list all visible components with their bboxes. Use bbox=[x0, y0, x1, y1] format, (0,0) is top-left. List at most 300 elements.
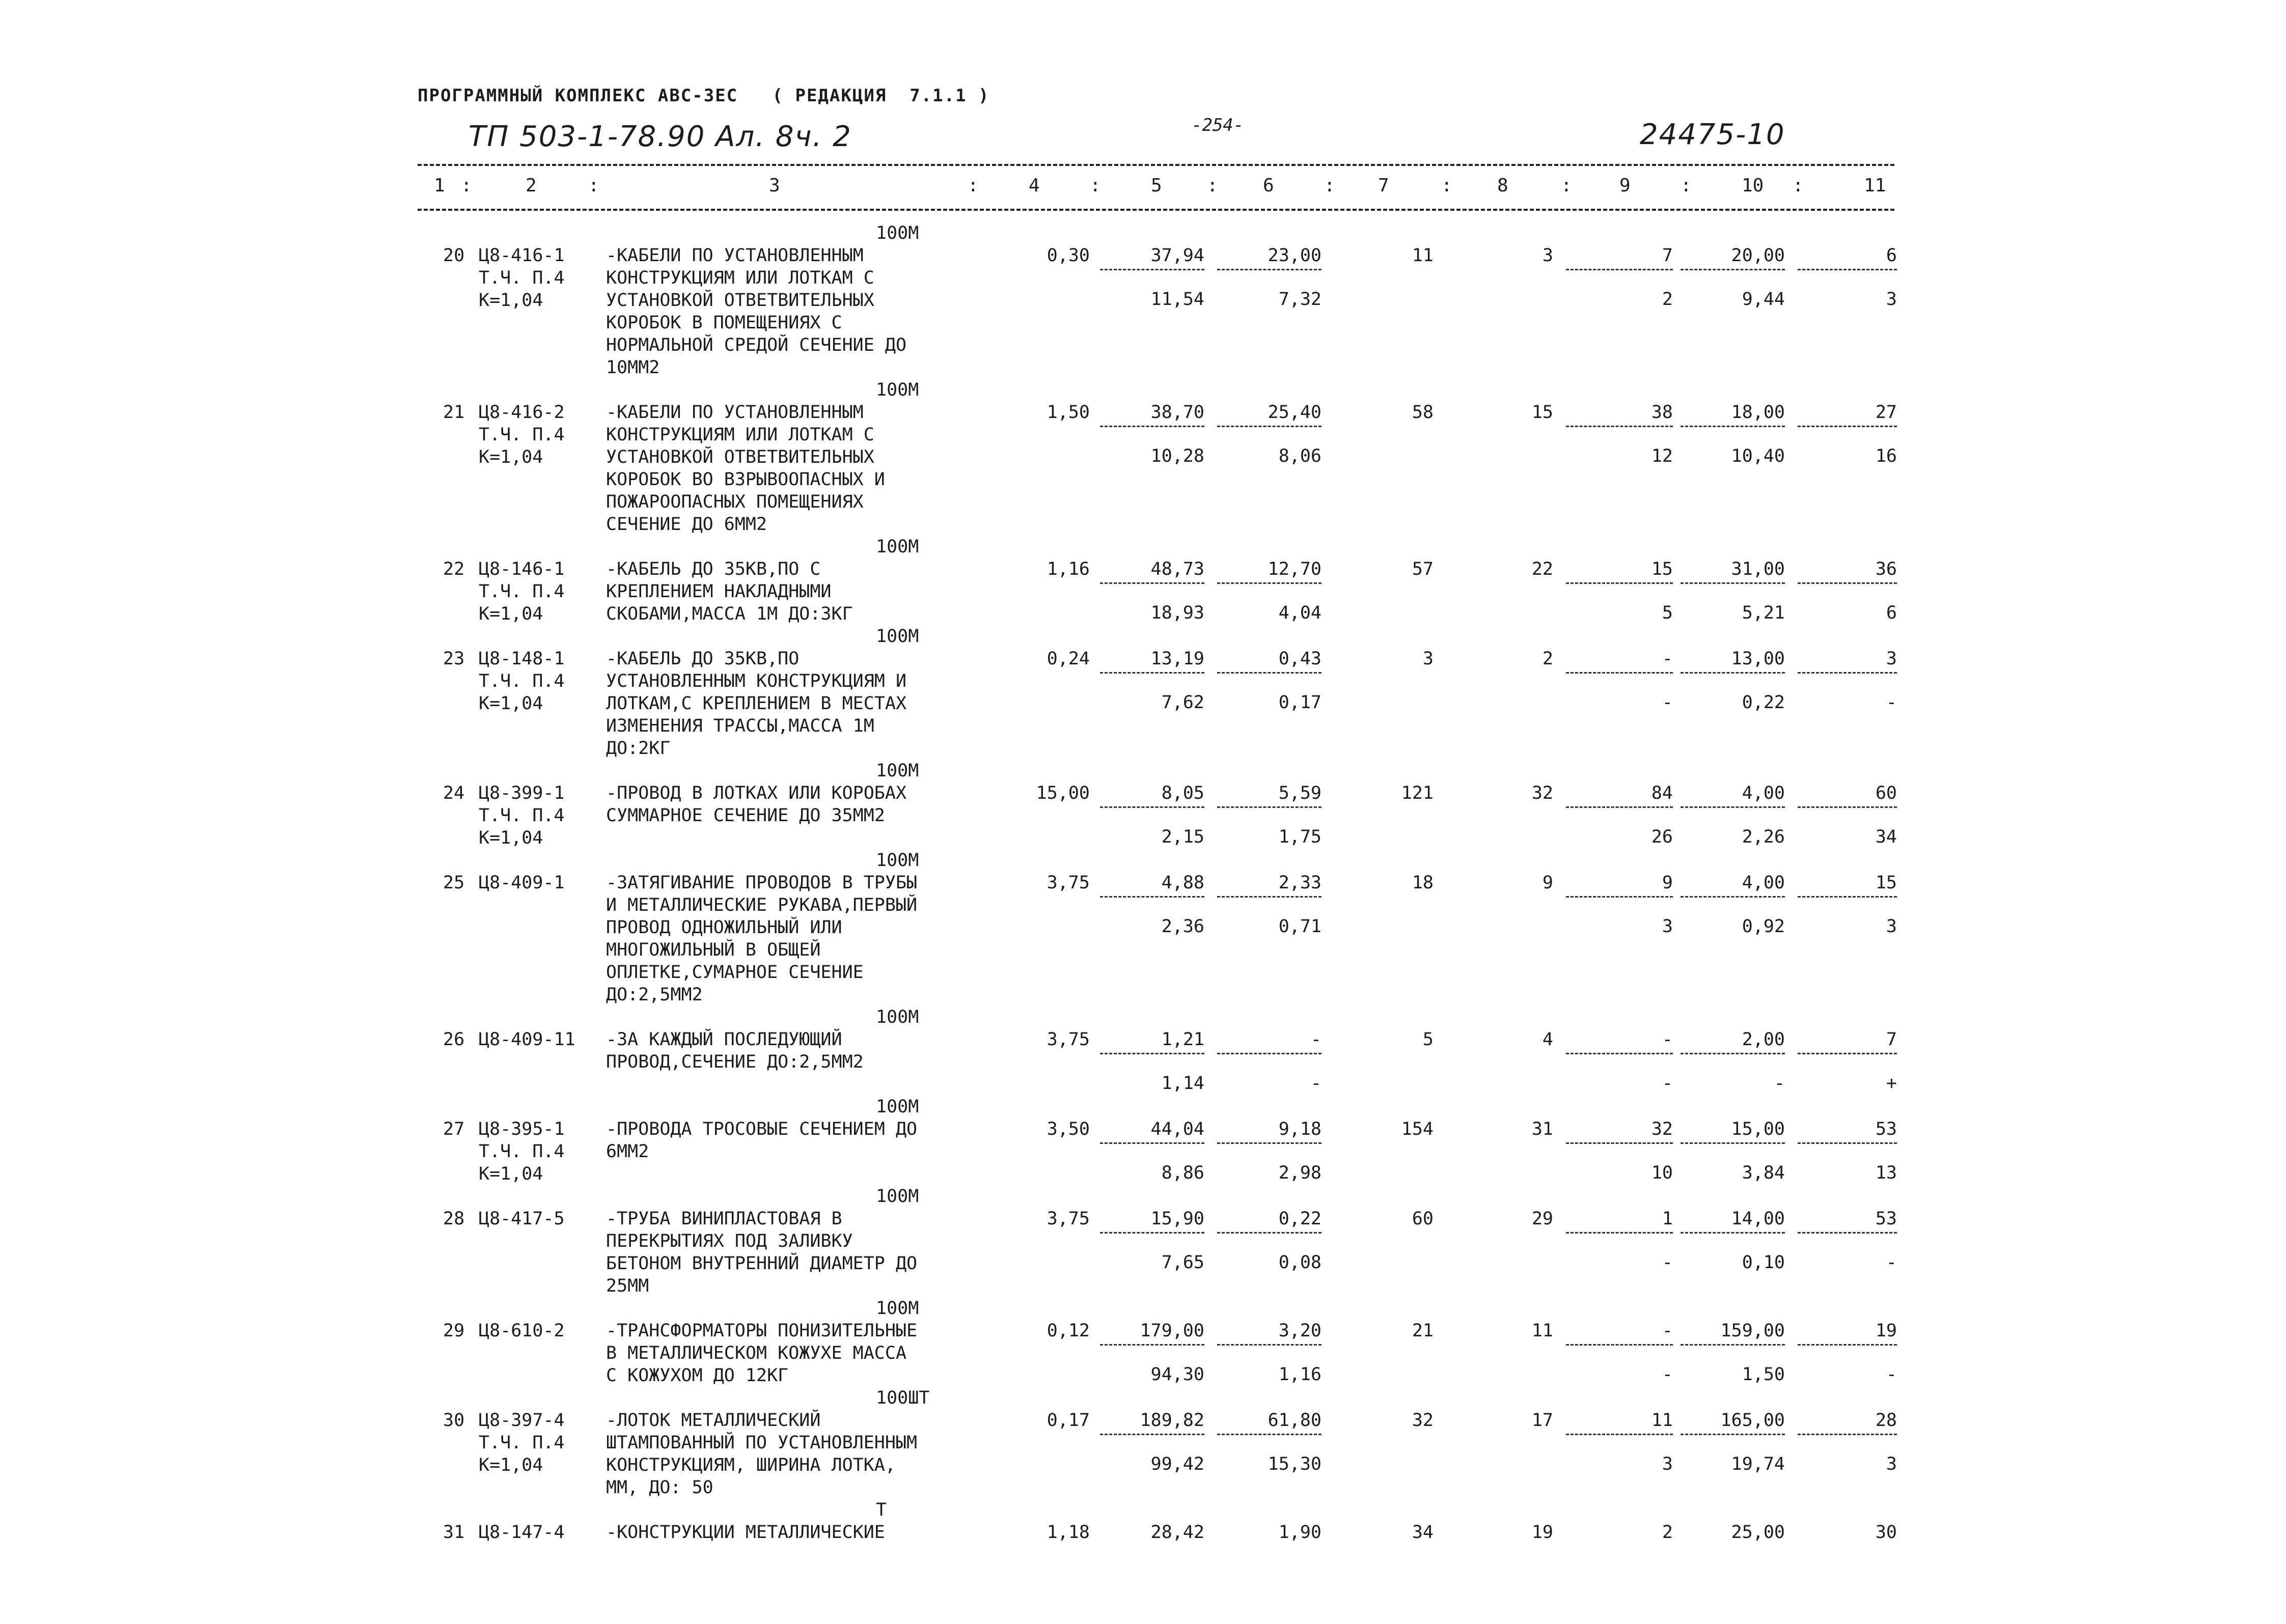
row-number: 30 bbox=[443, 1410, 465, 1431]
description-line: ИЗМЕНЕНИЯ ТРАССЫ,МАССА 1М bbox=[606, 716, 874, 736]
cell-c6b: 0,08 bbox=[1278, 1252, 1321, 1273]
cell-c10: 4,00 bbox=[1742, 783, 1785, 803]
cell-c6: 0,43 bbox=[1278, 649, 1321, 669]
cell-c8: 29 bbox=[1531, 1209, 1553, 1229]
subtotal-rule bbox=[1681, 1142, 1785, 1144]
description-line: УСТАНОВКОЙ ОТВЕТВИТЕЛЬНЫХ bbox=[606, 290, 874, 311]
header-rule-top bbox=[418, 164, 1894, 166]
cell-c8: 31 bbox=[1531, 1119, 1553, 1139]
cell-c5: 44,04 bbox=[1150, 1119, 1204, 1139]
cell-c7: 32 bbox=[1412, 1410, 1434, 1431]
cell-c11b: - bbox=[1886, 1364, 1897, 1385]
unit-label: 100ШТ bbox=[876, 1388, 930, 1408]
description-line: ДО:2,5ММ2 bbox=[606, 985, 703, 1005]
cell-c5b: 11,54 bbox=[1150, 289, 1204, 310]
cell-c4: 3,75 bbox=[1046, 1029, 1090, 1050]
cell-c6b: - bbox=[1310, 1073, 1321, 1094]
cell-c7: 21 bbox=[1412, 1321, 1434, 1341]
subtotal-rule bbox=[1100, 1053, 1204, 1054]
subtotal-rule bbox=[1100, 896, 1204, 898]
subtotal-rule bbox=[1217, 1344, 1321, 1346]
description-line: В МЕТАЛЛИЧЕСКОМ КОЖУХЕ МАССА bbox=[606, 1343, 907, 1363]
cell-c11b: - bbox=[1886, 1252, 1897, 1273]
column-header-5: 5 bbox=[1151, 175, 1162, 196]
subtotal-rule bbox=[1566, 1434, 1673, 1435]
subtotal-rule bbox=[1100, 1142, 1204, 1144]
rate-note: Т.Ч. П.4 bbox=[479, 581, 565, 602]
cell-c9b: - bbox=[1662, 1073, 1673, 1094]
unit-label: 100М bbox=[876, 380, 919, 400]
subtotal-rule bbox=[1798, 269, 1897, 270]
subtotal-rule bbox=[1217, 672, 1321, 674]
unit-label: 100М bbox=[876, 850, 919, 871]
description-line: -ТРУБА ВИНИПЛАСТОВАЯ В bbox=[606, 1209, 842, 1229]
program-header: ПРОГРАММНЫЙ КОМПЛЕКС АВС-3ЕС ( РЕДАКЦИЯ 7.1.1 ) bbox=[418, 86, 990, 106]
cell-c5: 8,05 bbox=[1161, 783, 1204, 803]
cell-c5b: 1,14 bbox=[1161, 1073, 1204, 1094]
cell-c11: 36 bbox=[1875, 559, 1897, 579]
subtotal-rule bbox=[1566, 269, 1673, 270]
subtotal-rule bbox=[1798, 1053, 1897, 1054]
subtotal-rule bbox=[1100, 1434, 1204, 1435]
subtotal-rule bbox=[1217, 1232, 1321, 1234]
subtotal-rule bbox=[1681, 1344, 1785, 1346]
cell-c11: 27 bbox=[1875, 402, 1897, 423]
description-line: НОРМАЛЬНОЙ СРЕДОЙ СЕЧЕНИЕ ДО bbox=[606, 335, 907, 355]
column-header-2: 2 bbox=[526, 175, 537, 196]
description-line: -КАБЕЛИ ПО УСТАНОВЛЕННЫМ bbox=[606, 245, 864, 266]
description-line: -ТРАНСФОРМАТОРЫ ПОНИЗИТЕЛЬНЫЕ bbox=[606, 1321, 918, 1341]
document-code: ТП 503-1-78.90 Ал. 8ч. 2 bbox=[469, 120, 852, 153]
cell-c10b: 1,50 bbox=[1742, 1364, 1785, 1385]
row-number: 21 bbox=[443, 402, 465, 423]
cell-c10b: 0,10 bbox=[1742, 1252, 1785, 1273]
description-line: ПРОВОД ОДНОЖИЛЬНЫЙ ИЛИ bbox=[606, 917, 842, 938]
rate-code: Ц8-610-2 bbox=[479, 1321, 565, 1341]
unit-label: 100М bbox=[876, 1298, 919, 1319]
subtotal-rule bbox=[1566, 1232, 1673, 1234]
cell-c10b: 3,84 bbox=[1742, 1163, 1785, 1183]
description-line: КОРОБОК В ПОМЕЩЕНИЯХ С bbox=[606, 313, 842, 333]
subtotal-rule bbox=[1217, 582, 1321, 584]
cell-c6b: 7,32 bbox=[1278, 289, 1321, 310]
rate-note: Т.Ч. П.4 bbox=[479, 1433, 565, 1453]
cell-c6: 61,80 bbox=[1268, 1410, 1321, 1431]
rate-note: К=1,04 bbox=[479, 604, 543, 624]
row-number: 27 bbox=[443, 1119, 465, 1139]
rate-note: Т.Ч. П.4 bbox=[479, 1141, 565, 1162]
cell-c6b: 0,71 bbox=[1278, 916, 1321, 937]
cell-c11b: 34 bbox=[1875, 827, 1897, 847]
row-number: 22 bbox=[443, 559, 465, 579]
subtotal-rule bbox=[1566, 896, 1673, 898]
cell-c9b: 10 bbox=[1651, 1163, 1673, 1183]
description-line: СУММАРНОЕ СЕЧЕНИЕ ДО 35ММ2 bbox=[606, 805, 885, 826]
description-line: СЕЧЕНИЕ ДО 6ММ2 bbox=[606, 514, 767, 535]
column-separator: : bbox=[1681, 175, 1692, 196]
subtotal-rule bbox=[1100, 672, 1204, 674]
description-line: -КАБЕЛЬ ДО 35КВ,ПО bbox=[606, 649, 800, 669]
subtotal-rule bbox=[1798, 806, 1897, 808]
cell-c10: 2,00 bbox=[1742, 1029, 1785, 1050]
column-header-1: 1 bbox=[434, 175, 445, 196]
cell-c9b: - bbox=[1662, 1364, 1673, 1385]
cell-c11: 6 bbox=[1886, 245, 1897, 266]
row-number: 24 bbox=[443, 783, 465, 803]
cell-c11: 60 bbox=[1875, 783, 1897, 803]
cell-c7: 154 bbox=[1401, 1119, 1434, 1139]
subtotal-rule bbox=[1566, 806, 1673, 808]
rate-note: Т.Ч. П.4 bbox=[479, 671, 565, 691]
unit-label: Т bbox=[876, 1500, 887, 1520]
cell-c5: 179,00 bbox=[1140, 1321, 1204, 1341]
cell-c9: 38 bbox=[1651, 402, 1673, 423]
cell-c10: 25,00 bbox=[1731, 1522, 1785, 1543]
header-rule-bottom bbox=[418, 209, 1894, 211]
rate-code: Ц8-399-1 bbox=[479, 783, 565, 803]
column-header-10: 10 bbox=[1742, 175, 1764, 196]
cell-c4: 15,00 bbox=[1036, 783, 1090, 803]
subtotal-rule bbox=[1100, 269, 1204, 270]
row-number: 25 bbox=[443, 873, 465, 893]
cell-c11b: 6 bbox=[1886, 603, 1897, 623]
cell-c7: 60 bbox=[1412, 1209, 1434, 1229]
description-line: КОНСТРУКЦИЯМ, ШИРИНА ЛОТКА, bbox=[606, 1455, 896, 1475]
cell-c8: 2 bbox=[1542, 649, 1553, 669]
subtotal-rule bbox=[1566, 1053, 1673, 1054]
subtotal-rule bbox=[1217, 896, 1321, 898]
description-line: КРЕПЛЕНИЕМ НАКЛАДНЫМИ bbox=[606, 581, 832, 602]
description-line: ДО:2КГ bbox=[606, 738, 671, 759]
unit-label: 100М bbox=[876, 1007, 919, 1027]
row-number: 28 bbox=[443, 1209, 465, 1229]
cell-c9b: 26 bbox=[1651, 827, 1673, 847]
cell-c10b: 5,21 bbox=[1742, 603, 1785, 623]
cell-c5: 37,94 bbox=[1150, 245, 1204, 266]
cell-c9b: - bbox=[1662, 1252, 1673, 1273]
description-line: СКОБАМИ,МАССА 1М ДО:3КГ bbox=[606, 604, 853, 624]
cell-c4: 0,24 bbox=[1046, 649, 1090, 669]
description-line: МНОГОЖИЛЬНЫЙ В ОБЩЕЙ bbox=[606, 940, 821, 960]
cell-c6b: 4,04 bbox=[1278, 603, 1321, 623]
cell-c10: 159,00 bbox=[1720, 1321, 1785, 1341]
subtotal-rule bbox=[1566, 582, 1673, 584]
rate-note: К=1,04 bbox=[479, 290, 543, 311]
column-separator: : bbox=[1793, 175, 1804, 196]
description-line: ЛОТКАМ,С КРЕПЛЕНИЕМ В МЕСТАХ bbox=[606, 693, 907, 714]
rate-note: К=1,04 bbox=[479, 1455, 543, 1475]
cell-c4: 1,16 bbox=[1046, 559, 1090, 579]
cell-c10b: 9,44 bbox=[1742, 289, 1785, 310]
subtotal-rule bbox=[1681, 426, 1785, 427]
cell-c5: 4,88 bbox=[1161, 873, 1204, 893]
subtotal-rule bbox=[1681, 806, 1785, 808]
cell-c10: 20,00 bbox=[1731, 245, 1785, 266]
cell-c4: 1,50 bbox=[1046, 402, 1090, 423]
cell-c6: 25,40 bbox=[1268, 402, 1321, 423]
unit-label: 100М bbox=[876, 1186, 919, 1207]
subtotal-rule bbox=[1798, 1434, 1897, 1435]
subtotal-rule bbox=[1798, 1232, 1897, 1234]
rate-code: Ц8-409-11 bbox=[479, 1029, 575, 1050]
cell-c4: 3,75 bbox=[1046, 1209, 1090, 1229]
cell-c7: 5 bbox=[1422, 1029, 1434, 1050]
cell-c5b: 2,36 bbox=[1161, 916, 1204, 937]
column-separator: : bbox=[1441, 175, 1452, 196]
cell-c11: 3 bbox=[1886, 649, 1897, 669]
cell-c6b: 1,16 bbox=[1278, 1364, 1321, 1385]
cell-c10: 13,00 bbox=[1731, 649, 1785, 669]
description-line: С КОЖУХОМ ДО 12КГ bbox=[606, 1365, 789, 1386]
cell-c11: 28 bbox=[1875, 1410, 1897, 1431]
cell-c11b: 3 bbox=[1886, 916, 1897, 937]
description-line: ММ, ДО: 50 bbox=[606, 1477, 713, 1498]
subtotal-rule bbox=[1217, 426, 1321, 427]
rate-code: Ц8-147-4 bbox=[479, 1522, 565, 1543]
cell-c10: 165,00 bbox=[1720, 1410, 1785, 1431]
cell-c5b: 18,93 bbox=[1150, 603, 1204, 623]
rate-code: Ц8-395-1 bbox=[479, 1119, 565, 1139]
subtotal-rule bbox=[1217, 1434, 1321, 1435]
cell-c7: 121 bbox=[1401, 783, 1434, 803]
subtotal-rule bbox=[1566, 426, 1673, 427]
subtotal-rule bbox=[1798, 426, 1897, 427]
description-line: КОНСТРУКЦИЯМ ИЛИ ЛОТКАМ С bbox=[606, 268, 874, 288]
cell-c7: 58 bbox=[1412, 402, 1434, 423]
cell-c8: 22 bbox=[1531, 559, 1553, 579]
cell-c6: 12,70 bbox=[1268, 559, 1321, 579]
subtotal-rule bbox=[1217, 806, 1321, 808]
subtotal-rule bbox=[1798, 896, 1897, 898]
subtotal-rule bbox=[1681, 672, 1785, 674]
cell-c11b: 13 bbox=[1875, 1163, 1897, 1183]
subtotal-rule bbox=[1681, 582, 1785, 584]
cell-c5b: 2,15 bbox=[1161, 827, 1204, 847]
cell-c9b: 5 bbox=[1662, 603, 1673, 623]
cell-c6b: 15,30 bbox=[1268, 1454, 1321, 1474]
cell-c9b: - bbox=[1662, 692, 1673, 713]
subtotal-rule bbox=[1100, 1232, 1204, 1234]
column-separator: : bbox=[1090, 175, 1101, 196]
cell-c7: 11 bbox=[1412, 245, 1434, 266]
row-number: 20 bbox=[443, 245, 465, 266]
column-separator: : bbox=[588, 175, 599, 196]
description-line: -ЗАТЯГИВАНИЕ ПРОВОДОВ В ТРУБЫ bbox=[606, 873, 918, 893]
cell-c10b: - bbox=[1774, 1073, 1785, 1094]
cell-c9: 9 bbox=[1662, 873, 1673, 893]
cell-c5b: 7,65 bbox=[1161, 1252, 1204, 1273]
cell-c9: 2 bbox=[1662, 1522, 1673, 1543]
cell-c6: 2,33 bbox=[1278, 873, 1321, 893]
cell-c9: - bbox=[1662, 1029, 1673, 1050]
cell-c9b: 12 bbox=[1651, 446, 1673, 466]
description-line: -КОНСТРУКЦИИ МЕТАЛЛИЧЕСКИЕ bbox=[606, 1522, 885, 1543]
column-separator: : bbox=[968, 175, 979, 196]
cell-c11b: - bbox=[1886, 692, 1897, 713]
description-line: 25ММ bbox=[606, 1276, 649, 1296]
row-number: 29 bbox=[443, 1321, 465, 1341]
rate-code: Ц8-416-1 bbox=[479, 245, 565, 266]
cell-c4: 3,50 bbox=[1046, 1119, 1090, 1139]
unit-label: 100М bbox=[876, 223, 919, 243]
column-header-6: 6 bbox=[1263, 175, 1274, 196]
cell-c4: 0,12 bbox=[1046, 1321, 1090, 1341]
cell-c6: 9,18 bbox=[1278, 1119, 1321, 1139]
description-line: ШТАМПОВАННЫЙ ПО УСТАНОВЛЕННЫМ bbox=[606, 1433, 918, 1453]
unit-label: 100М bbox=[876, 761, 919, 781]
cell-c5: 189,82 bbox=[1140, 1410, 1204, 1431]
column-header-3: 3 bbox=[769, 175, 780, 196]
cell-c7: 3 bbox=[1422, 649, 1434, 669]
cell-c5b: 99,42 bbox=[1150, 1454, 1204, 1474]
column-header-11: 11 bbox=[1864, 175, 1886, 196]
subtotal-rule bbox=[1217, 269, 1321, 270]
cell-c10: 4,00 bbox=[1742, 873, 1785, 893]
subtotal-rule bbox=[1681, 1434, 1785, 1435]
cell-c10b: 0,22 bbox=[1742, 692, 1785, 713]
subtotal-rule bbox=[1798, 1344, 1897, 1346]
cell-c5: 15,90 bbox=[1150, 1209, 1204, 1229]
cell-c9: - bbox=[1662, 649, 1673, 669]
description-line: ПРОВОД,СЕЧЕНИЕ ДО:2,5ММ2 bbox=[606, 1052, 864, 1072]
unit-label: 100М bbox=[876, 537, 919, 557]
description-line: УСТАНОВЛЕННЫМ КОНСТРУКЦИЯМ И bbox=[606, 671, 907, 691]
cell-c11b: 3 bbox=[1886, 1454, 1897, 1474]
cell-c6b: 8,06 bbox=[1278, 446, 1321, 466]
rate-code: Ц8-397-4 bbox=[479, 1410, 565, 1431]
description-line: 6ММ2 bbox=[606, 1141, 649, 1162]
rate-code: Ц8-146-1 bbox=[479, 559, 565, 579]
column-header-4: 4 bbox=[1029, 175, 1040, 196]
subtotal-rule bbox=[1217, 1142, 1321, 1144]
row-number: 31 bbox=[443, 1522, 465, 1543]
unit-label: 100М bbox=[876, 1097, 919, 1117]
subtotal-rule bbox=[1566, 1142, 1673, 1144]
column-separator: : bbox=[1561, 175, 1572, 196]
cell-c9: 32 bbox=[1651, 1119, 1673, 1139]
subtotal-rule bbox=[1100, 1344, 1204, 1346]
cell-c11: 53 bbox=[1875, 1119, 1897, 1139]
cell-c9b: 3 bbox=[1662, 916, 1673, 937]
cell-c11: 30 bbox=[1875, 1522, 1897, 1543]
sheet-code: 24475-10 bbox=[1640, 118, 1785, 151]
column-header-7: 7 bbox=[1378, 175, 1389, 196]
cell-c11: 53 bbox=[1875, 1209, 1897, 1229]
cell-c8: 15 bbox=[1531, 402, 1553, 423]
rate-note: К=1,04 bbox=[479, 828, 543, 848]
cell-c7: 57 bbox=[1412, 559, 1434, 579]
description-line: КОРОБОК ВО ВЗРЫВООПАСНЫХ И bbox=[606, 469, 885, 490]
cell-c11: 15 bbox=[1875, 873, 1897, 893]
cell-c5b: 10,28 bbox=[1150, 446, 1204, 466]
cell-c9b: 2 bbox=[1662, 289, 1673, 310]
rate-code: Ц8-409-1 bbox=[479, 873, 565, 893]
cell-c8: 17 bbox=[1531, 1410, 1553, 1431]
description-line: -ЗА КАЖДЫЙ ПОСЛЕДУЮЩИЙ bbox=[606, 1029, 842, 1050]
cell-c8: 11 bbox=[1531, 1321, 1553, 1341]
rate-note: К=1,04 bbox=[479, 447, 543, 467]
cell-c9: 84 bbox=[1651, 783, 1673, 803]
cell-c11b: + bbox=[1886, 1073, 1897, 1094]
subtotal-rule bbox=[1681, 896, 1785, 898]
cell-c9: 1 bbox=[1662, 1209, 1673, 1229]
cell-c10b: 2,26 bbox=[1742, 827, 1785, 847]
subtotal-rule bbox=[1217, 1053, 1321, 1054]
cell-c6b: 2,98 bbox=[1278, 1163, 1321, 1183]
subtotal-rule bbox=[1681, 269, 1785, 270]
description-line: ПОЖАРООПАСНЫХ ПОМЕЩЕНИЯХ bbox=[606, 492, 864, 512]
page-number: -254- bbox=[1192, 115, 1244, 135]
description-line: И МЕТАЛЛИЧЕСКИЕ РУКАВА,ПЕРВЫЙ bbox=[606, 895, 918, 915]
unit-label: 100М bbox=[876, 626, 919, 647]
cell-c9: - bbox=[1662, 1321, 1673, 1341]
cell-c6: 5,59 bbox=[1278, 783, 1321, 803]
subtotal-rule bbox=[1798, 1142, 1897, 1144]
subtotal-rule bbox=[1566, 672, 1673, 674]
cell-c10: 31,00 bbox=[1731, 559, 1785, 579]
cell-c11b: 3 bbox=[1886, 289, 1897, 310]
cell-c10b: 0,92 bbox=[1742, 916, 1785, 937]
cell-c8: 19 bbox=[1531, 1522, 1553, 1543]
column-header-9: 9 bbox=[1619, 175, 1631, 196]
description-line: ОПЛЕТКЕ,СУМАРНОЕ СЕЧЕНИЕ bbox=[606, 962, 864, 983]
cell-c4: 3,75 bbox=[1046, 873, 1090, 893]
cell-c7: 18 bbox=[1412, 873, 1434, 893]
cell-c5b: 94,30 bbox=[1150, 1364, 1204, 1385]
cell-c11: 7 bbox=[1886, 1029, 1897, 1050]
cell-c5: 28,42 bbox=[1150, 1522, 1204, 1543]
cell-c7: 34 bbox=[1412, 1522, 1434, 1543]
cell-c4: 0,30 bbox=[1046, 245, 1090, 266]
cell-c5b: 8,86 bbox=[1161, 1163, 1204, 1183]
cell-c11: 19 bbox=[1875, 1321, 1897, 1341]
description-line: -ПРОВОДА ТРОСОВЫЕ СЕЧЕНИЕМ ДО bbox=[606, 1119, 918, 1139]
rate-note: Т.Ч. П.4 bbox=[479, 425, 565, 445]
rate-note: Т.Ч. П.4 bbox=[479, 268, 565, 288]
cell-c9: 11 bbox=[1651, 1410, 1673, 1431]
cell-c5: 13,19 bbox=[1150, 649, 1204, 669]
cell-c6: 23,00 bbox=[1268, 245, 1321, 266]
cell-c5: 1,21 bbox=[1161, 1029, 1204, 1050]
description-line: 10ММ2 bbox=[606, 357, 660, 378]
cell-c10: 14,00 bbox=[1731, 1209, 1785, 1229]
cell-c10: 18,00 bbox=[1731, 402, 1785, 423]
rate-code: Ц8-148-1 bbox=[479, 649, 565, 669]
description-line: ПЕРЕКРЫТИЯХ ПОД ЗАЛИВКУ bbox=[606, 1231, 853, 1251]
cell-c6b: 0,17 bbox=[1278, 692, 1321, 713]
subtotal-rule bbox=[1681, 1232, 1785, 1234]
description-line: БЕТОНОМ ВНУТРЕННИЙ ДИАМЕТР ДО bbox=[606, 1253, 918, 1274]
subtotal-rule bbox=[1798, 582, 1897, 584]
cell-c8: 3 bbox=[1542, 245, 1553, 266]
cell-c6b: 1,75 bbox=[1278, 827, 1321, 847]
cell-c4: 1,18 bbox=[1046, 1522, 1090, 1543]
cell-c9: 7 bbox=[1662, 245, 1673, 266]
column-separator: : bbox=[1324, 175, 1335, 196]
cell-c5b: 7,62 bbox=[1161, 692, 1204, 713]
subtotal-rule bbox=[1798, 672, 1897, 674]
cell-c6: 3,20 bbox=[1278, 1321, 1321, 1341]
description-line: -КАБЕЛЬ ДО 35КВ,ПО С bbox=[606, 559, 821, 579]
cell-c5: 38,70 bbox=[1150, 402, 1204, 423]
column-header-8: 8 bbox=[1497, 175, 1508, 196]
cell-c6: 0,22 bbox=[1278, 1209, 1321, 1229]
description-line: -ЛОТОК МЕТАЛЛИЧЕСКИЙ bbox=[606, 1410, 821, 1431]
rate-code: Ц8-416-2 bbox=[479, 402, 565, 423]
description-line: УСТАНОВКОЙ ОТВЕТВИТЕЛЬНЫХ bbox=[606, 447, 874, 467]
cell-c5: 48,73 bbox=[1150, 559, 1204, 579]
cell-c10b: 10,40 bbox=[1731, 446, 1785, 466]
